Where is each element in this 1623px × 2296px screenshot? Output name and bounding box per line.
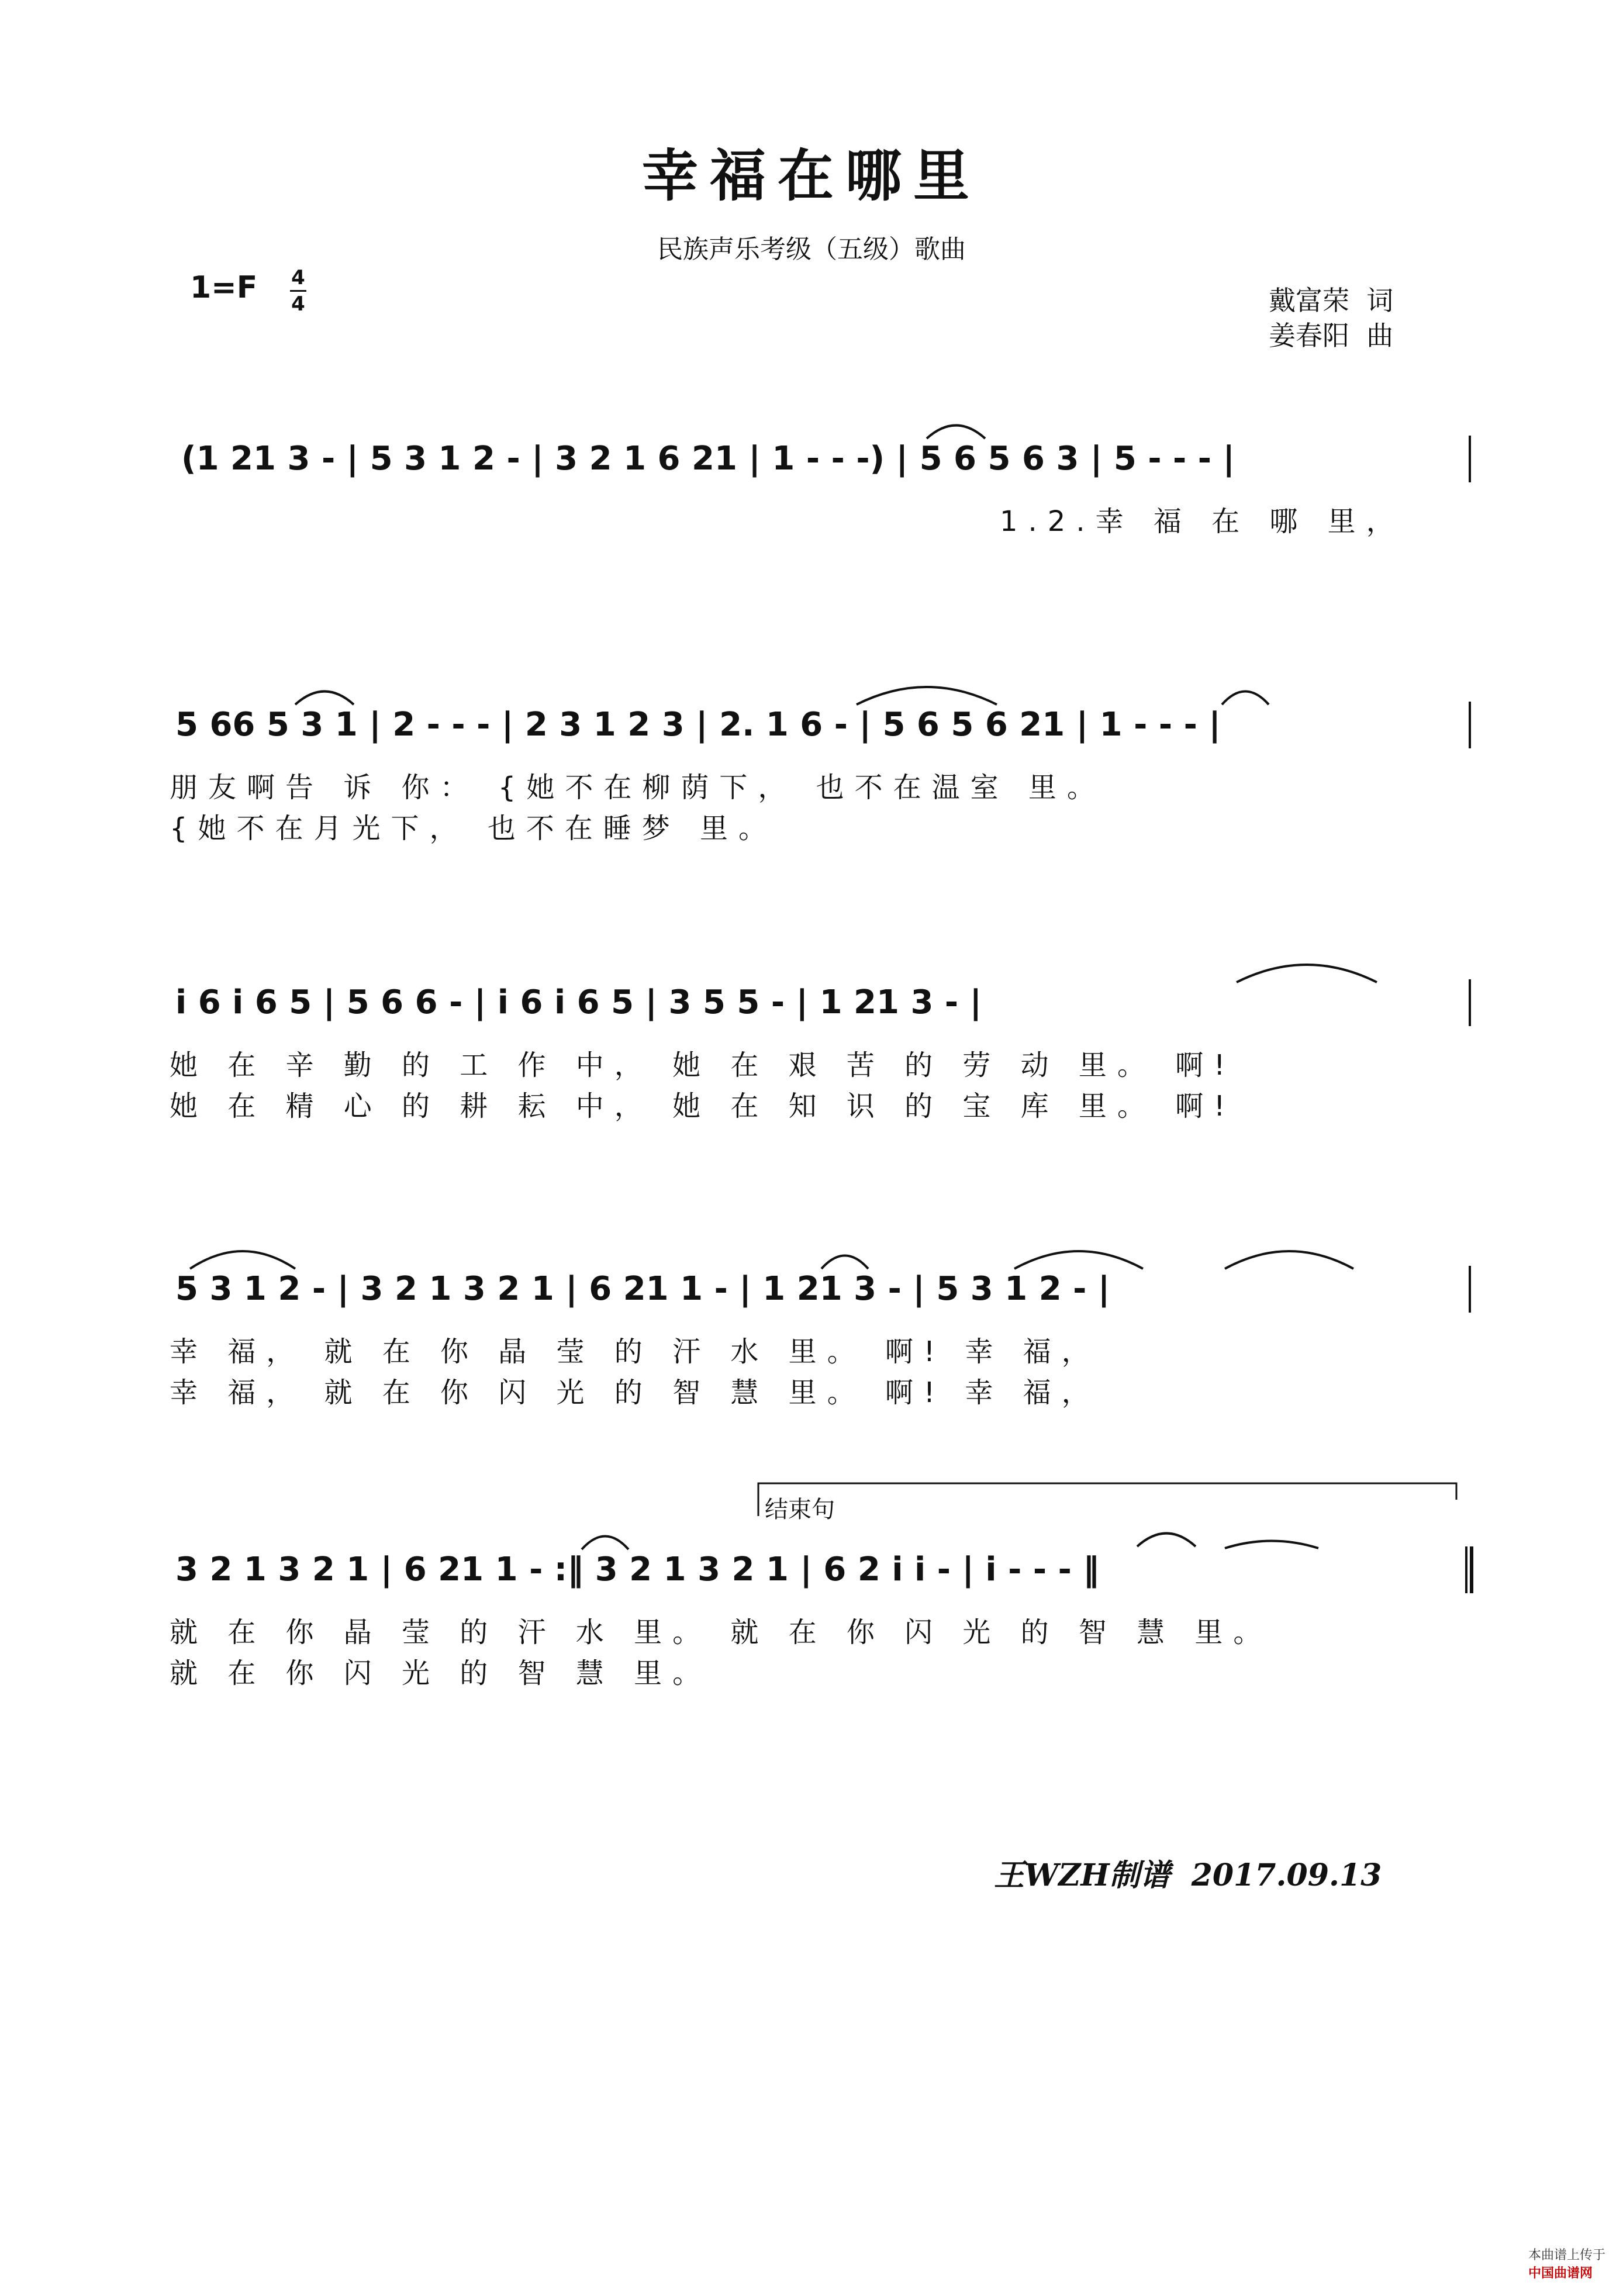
lyric-line-2a: 朋友啊告 诉 你： {她不在柳荫下， 也不在温室 里。: [170, 771, 1106, 804]
notation-text: 5 3 1 2 - | 3 2 1 3 2 1 | 6 21 1 - | 1 21 3 - | 5 3 1 2 - |: [175, 1270, 1110, 1308]
ending-label: 结束句: [765, 1496, 835, 1523]
lyric-line-5a: 就 在 你 晶 莹 的 汗 水 里。 就 在 你 闪 光 的 智 慧 里。: [170, 1616, 1272, 1649]
final-barline-thin: [1465, 1546, 1467, 1593]
notation-line-3: [170, 979, 1473, 1026]
barline-end-4: [1469, 1266, 1471, 1313]
lyric-line-4a: 幸 福， 就 在 你 晶 莹 的 汗 水 里。 啊! 幸 福，: [170, 1335, 1100, 1368]
key-signature: 1=F: [190, 270, 258, 305]
slur-3: [1234, 950, 1380, 985]
slur-5b: [1134, 1520, 1199, 1549]
slur-2c: [1219, 678, 1272, 707]
time-signature: [286, 266, 310, 316]
meter-bottom: 4: [291, 292, 305, 316]
slur-2b: [854, 672, 1000, 707]
composer-credit: 姜春阳 曲: [1269, 320, 1394, 351]
lyric-line-3b: 她 在 精 心 的 耕 耘 中， 她 在 知 识 的 宝 库 里。 啊!: [170, 1090, 1236, 1123]
upload-note: 本曲谱上传于: [1528, 2248, 1605, 2263]
slur-4b: [819, 1242, 871, 1272]
slur-4a: [187, 1237, 298, 1272]
notation-text: 5 66 5 3 1 | 2 - - - | 2 3 1 2 3 | 2. 1 6 - | 5 6 5 6 21 | 1 - - - |: [175, 706, 1221, 744]
slur-4d: [1222, 1237, 1356, 1272]
lyric-line-1: 1.2.幸 福 在 哪 里，: [1000, 505, 1405, 538]
final-barline-thick: [1470, 1546, 1473, 1593]
barline-end-2: [1469, 702, 1471, 748]
upload-brand: 中国曲谱网: [1528, 2266, 1593, 2281]
notation-line-4: [170, 1266, 1473, 1313]
upload-watermark: [1520, 2231, 1605, 2281]
meter-top: 4: [291, 266, 305, 289]
slur-5a: [579, 1523, 631, 1552]
notation-line-1: [170, 436, 1473, 482]
notation-text: 3 2 1 3 2 1 | 6 21 1 - :‖ 3 2 1 3 2 1 | 6 2 i i - | i - - - ‖: [175, 1551, 1100, 1589]
notation-line-2: [170, 702, 1473, 748]
notation-text: i 6 i 6 5 | 5 6 6 - | i 6 i 6 5 | 3 5 5 - | 1 21 3 - |: [175, 983, 982, 1021]
barline-end-3: [1469, 979, 1471, 1026]
barline-end-1: [1469, 436, 1471, 482]
tie-5c: [1222, 1534, 1321, 1551]
lyricist-credit: 戴富荣 词: [1269, 285, 1394, 316]
slur-2a: [292, 678, 357, 707]
ending-bracket: [757, 1482, 1459, 1517]
page-title: 幸福在哪里: [642, 143, 981, 209]
notation-text: (1 21 3 - | 5 3 1 2 - | 3 2 1 6 21 | 1 - - -) | 5 6 5 6 3 | 5 - - - |: [181, 440, 1235, 478]
slur-1: [924, 412, 988, 441]
subtitle: 民族声乐考级（五级）歌曲: [657, 234, 966, 264]
notation-line-5: [170, 1546, 1473, 1593]
lyric-line-2b: {她不在月光下， 也不在睡梦 里。: [170, 812, 778, 845]
lyric-line-5b: 就 在 你 闪 光 的 智 慧 里。: [170, 1657, 712, 1690]
lyric-line-3a: 她 在 辛 勤 的 工 作 中， 她 在 艰 苦 的 劳 动 里。 啊!: [170, 1049, 1236, 1082]
lyric-line-4b: 幸 福， 就 在 你 闪 光 的 智 慧 里。 啊! 幸 福，: [170, 1376, 1100, 1409]
slur-4c: [1011, 1237, 1146, 1272]
transcriber-signature: 王WZH制谱 2017.09.13: [994, 1857, 1382, 1893]
